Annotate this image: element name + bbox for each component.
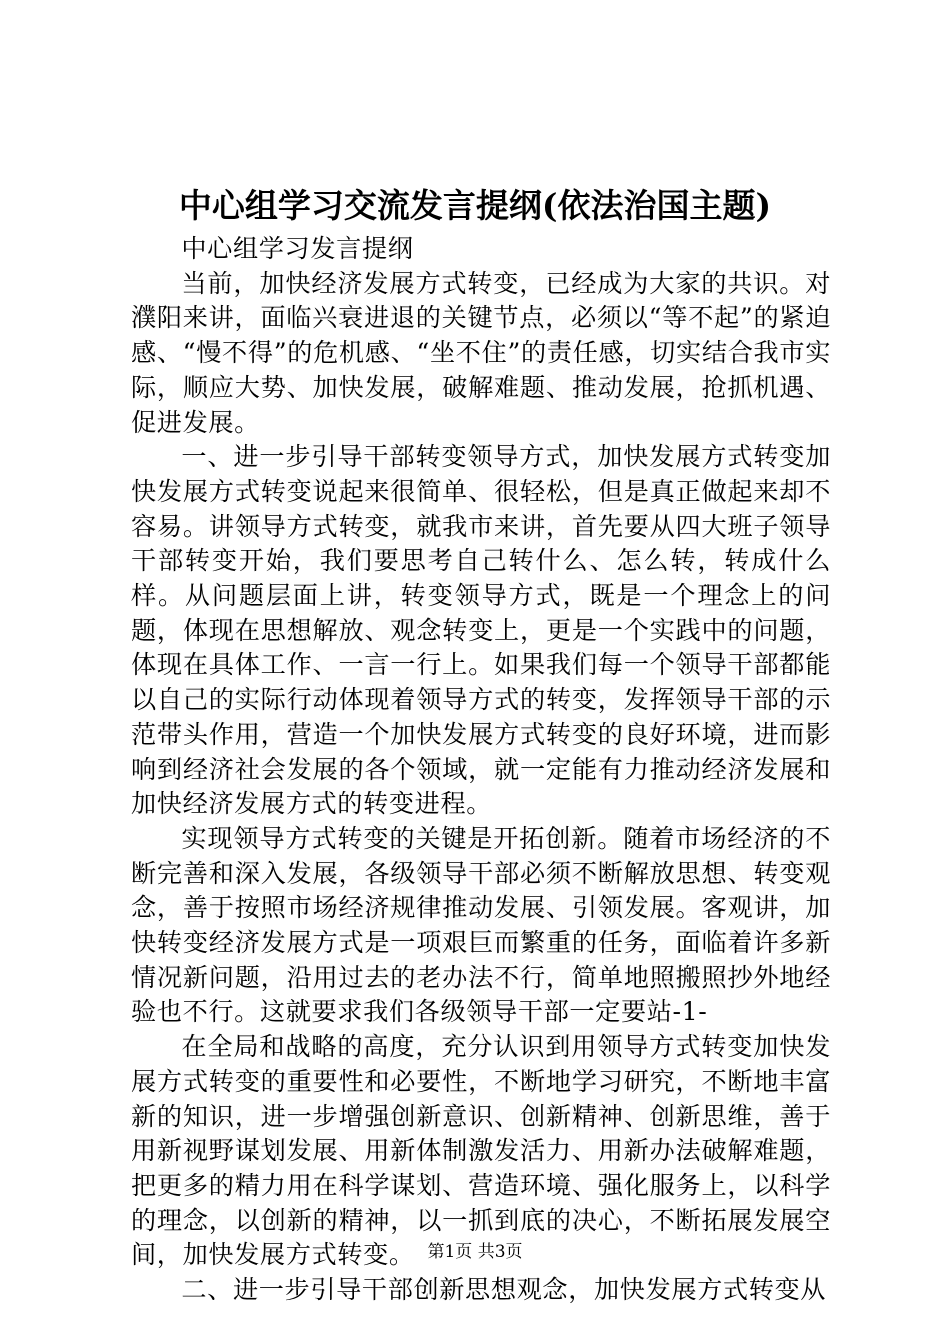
paragraph: 实现领导方式转变的关键是开拓创新。随着市场经济的不断完善和深入发展，各级领导干部必须不断解放思想、转变观念，善于按照市场经济规律推动发展、引领发展。客观讲，加快转变经济发展方式是一项艰巨而繁重的任务，面临着许多新情况新问题，沿用过去的老办法不行，简单地照搬照抄外地经验也不行。这就要求我们各级领导干部一定要站-1- — [131, 823, 831, 1027]
paragraph: 一、进一步引导干部转变领导方式，加快发展方式转变加快发展方式转变说起来很简单、很轻松，但是真正做起来却不容易。讲领导方式转变，就我市来讲，首先要从四大班子领导干部转变开始，我们要思考自己转什么、怎么转，转成什么样。从问题层面上讲，转变领导方式，既是一个理念上的问题，体现在思想解放、观念转变上，更是一个实践中的问题，体现在具体工作、一言一行上。如果我们每一个领导干部都能以自己的实际行动体现着领导方式的转变，发挥领导干部的示范带头作用，营造一个加快发展方式转变的良好环境，进而影响到经济社会发展的各个领域，就一定能有力推动经济发展和加快经济发展方式的转变进程。 — [131, 442, 831, 819]
paragraph-subtitle: 中心组学习发言提纲 — [181, 234, 414, 263]
document-body — [131, 232, 831, 1308]
paragraph: 在全局和战略的高度，充分认识到用领导方式转变加快发展方式转变的重要性和必要性，不断地学习研究，不断地丰富新的知识，进一步增强创新意识、创新精神、创新思维，善于用新视野谋划发展、用新体制激发活力、用新办法破解难题，把更多的精力用在科学谋划、营造环境、强化服务上，以科学的理念，以创新的精神，以一抓到底的决心，不断拓展发展空间，加快发展方式转变。 — [131, 1032, 831, 1270]
paragraph: 二、进一步引导干部创新思想观念，加快发展方式转变从 — [181, 1275, 827, 1305]
page-footer: 第1页 共3页 — [427, 1242, 523, 1262]
document-title: 中心组学习交流发言提纲(依法治国主题) — [178, 186, 772, 225]
paragraph: 当前，加快经济发展方式转变，已经成为大家的共识。对濮阳来讲，面临兴衰进退的关键节点，必须以“等不起”的紧迫感、“慢不得”的危机感、“坐不住”的责任感，切实结合我市实际，顺应大势、加快发展，破解难题、推动发展，抢抓机遇、促进发展。 — [131, 268, 831, 437]
